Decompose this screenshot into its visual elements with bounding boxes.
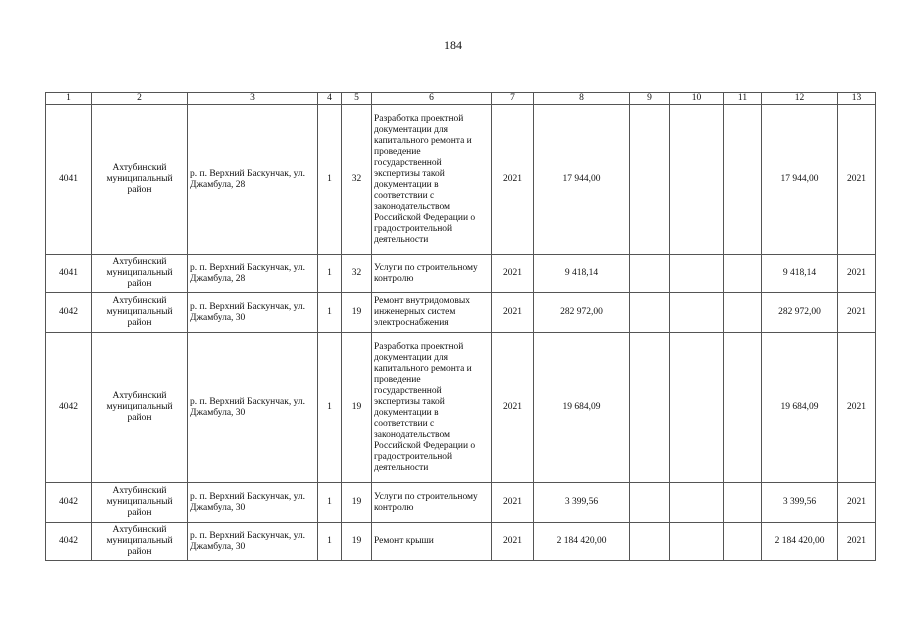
col9-cell [630,523,670,561]
total-cell: 3 399,56 [762,483,838,523]
col9-cell [630,333,670,483]
col9-cell [630,255,670,293]
col4-cell: 1 [318,523,342,561]
cost-cell: 282 972,00 [534,293,630,333]
total-cell: 19 684,09 [762,333,838,483]
col11-cell [724,255,762,293]
col4-cell: 1 [318,255,342,293]
total-cell: 17 944,00 [762,105,838,255]
column-number: 2 [92,93,188,105]
table-row [46,333,876,483]
col10-cell [670,333,724,483]
end-year-cell: 2021 [838,333,876,483]
column-number: 8 [534,93,630,105]
object-id-cell: 4041 [46,255,92,293]
district-cell: Ахтубинский муниципальный район [92,293,188,333]
total-cell: 282 972,00 [762,293,838,333]
column-number: 1 [46,93,92,105]
col5-cell: 32 [342,105,372,255]
col10-cell [670,105,724,255]
object-id-cell: 4042 [46,333,92,483]
col4-cell: 1 [318,293,342,333]
total-cell: 2 184 420,00 [762,523,838,561]
register-table [45,92,876,561]
column-number: 4 [318,93,342,105]
col5-cell: 32 [342,255,372,293]
district-cell: Ахтубинский муниципальный район [92,255,188,293]
work-type-cell: Ремонт внутридомовых инженерных систем электроснабжения [372,293,492,333]
end-year-cell: 2021 [838,255,876,293]
cost-cell: 19 684,09 [534,333,630,483]
column-number: 11 [724,93,762,105]
table-row [46,105,876,255]
end-year-cell: 2021 [838,105,876,255]
address-cell: р. п. Верхний Баскунчак, ул. Джамбула, 30 [188,483,318,523]
district-cell: Ахтубинский муниципальный район [92,105,188,255]
address-cell: р. п. Верхний Баскунчак, ул. Джамбула, 28 [188,105,318,255]
table-row [46,523,876,561]
col4-cell: 1 [318,483,342,523]
address-cell: р. п. Верхний Баскунчак, ул. Джамбула, 28 [188,255,318,293]
col10-cell [670,293,724,333]
column-number: 6 [372,93,492,105]
year-cell: 2021 [492,483,534,523]
cost-cell: 17 944,00 [534,105,630,255]
column-number: 9 [630,93,670,105]
year-cell: 2021 [492,255,534,293]
district-cell: Ахтубинский муниципальный район [92,523,188,561]
col9-cell [630,105,670,255]
col11-cell [724,523,762,561]
cost-cell: 3 399,56 [534,483,630,523]
object-id-cell: 4042 [46,523,92,561]
table-row [46,293,876,333]
year-cell: 2021 [492,523,534,561]
object-id-cell: 4041 [46,105,92,255]
col5-cell: 19 [342,483,372,523]
column-number: 12 [762,93,838,105]
year-cell: 2021 [492,105,534,255]
col5-cell: 19 [342,523,372,561]
district-cell: Ахтубинский муниципальный район [92,333,188,483]
column-number: 5 [342,93,372,105]
cost-cell: 9 418,14 [534,255,630,293]
year-cell: 2021 [492,333,534,483]
col10-cell [670,523,724,561]
district-cell: Ахтубинский муниципальный район [92,483,188,523]
column-number: 10 [670,93,724,105]
work-type-cell: Разработка проектной документации для капитального ремонта и проведение государственной экспертизы такой документации в соответствии с законодательством Российской Федерации о градостроительной деятельности [372,333,492,483]
address-cell: р. п. Верхний Баскунчак, ул. Джамбула, 30 [188,523,318,561]
col11-cell [724,293,762,333]
col5-cell: 19 [342,293,372,333]
work-type-cell: Услуги по строительному контролю [372,483,492,523]
col11-cell [724,333,762,483]
table-row [46,483,876,523]
col5-cell: 19 [342,333,372,483]
col11-cell [724,105,762,255]
year-cell: 2021 [492,293,534,333]
col9-cell [630,483,670,523]
end-year-cell: 2021 [838,293,876,333]
work-type-cell: Разработка проектной документации для капитального ремонта и проведение государственной экспертизы такой документации в соответствии с законодательством Российской Федерации о градостроительной деятельности [372,105,492,255]
col4-cell: 1 [318,333,342,483]
column-number-row [46,93,876,105]
object-id-cell: 4042 [46,483,92,523]
address-cell: р. п. Верхний Баскунчак, ул. Джамбула, 30 [188,333,318,483]
col11-cell [724,483,762,523]
total-cell: 9 418,14 [762,255,838,293]
end-year-cell: 2021 [838,523,876,561]
object-id-cell: 4042 [46,293,92,333]
address-cell: р. п. Верхний Баскунчак, ул. Джамбула, 30 [188,293,318,333]
cost-cell: 2 184 420,00 [534,523,630,561]
end-year-cell: 2021 [838,483,876,523]
col10-cell [670,483,724,523]
work-type-cell: Услуги по строительному контролю [372,255,492,293]
col4-cell: 1 [318,105,342,255]
table-row [46,255,876,293]
col9-cell [630,293,670,333]
column-number: 13 [838,93,876,105]
page-number: 184 [444,38,462,52]
column-number: 7 [492,93,534,105]
column-number: 3 [188,93,318,105]
col10-cell [670,255,724,293]
work-type-cell: Ремонт крыши [372,523,492,561]
